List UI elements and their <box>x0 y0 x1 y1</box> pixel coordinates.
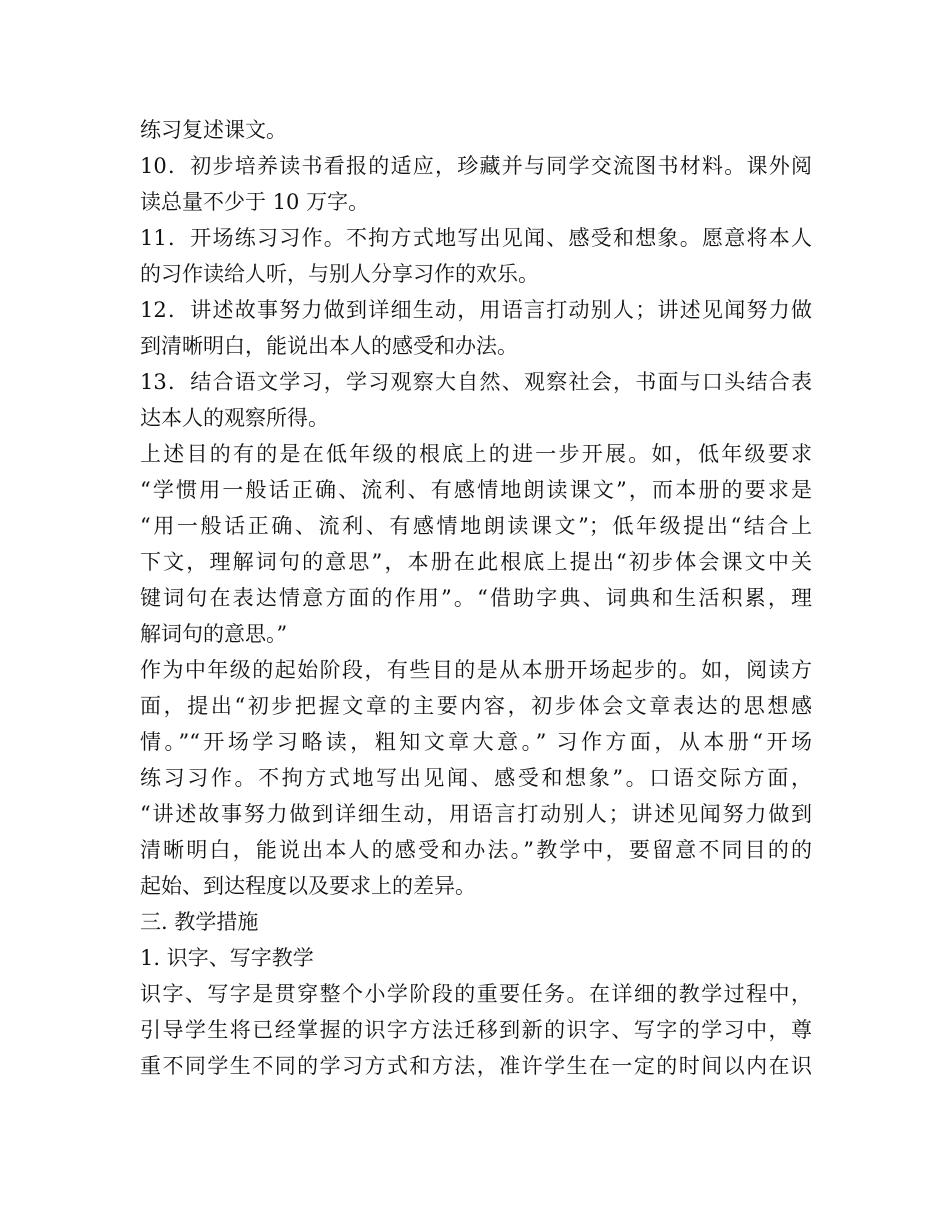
text-line: “学惯用一般话正确、流利、有感情地朗读课文”，而本册的要求是 <box>140 478 812 502</box>
text-line: 11．开场练习习作。不拘方式地写出见闻、感受和想象。愿意将本人 <box>140 226 812 250</box>
text-line: 练习复述课文。 <box>140 118 287 142</box>
text-line: 读总量不少于 10 万字。 <box>140 190 370 214</box>
text-line: 练习习作。不拘方式地写出见闻、感受和想象”。口语交际方面， <box>140 766 812 790</box>
text-line: 下文，理解词句的意思”，本册在此根底上提出“初步体会课文中关 <box>140 550 812 574</box>
text-line: 引导学生将已经掌握的识字方法迁移到新的识字、写字的学习中，尊 <box>140 1018 812 1042</box>
text-line: 情。”“开场学习略读，粗知文章大意。” 习作方面，从本册“开场 <box>140 730 812 754</box>
text-line: 重不同学生不同的学习方式和方法，准许学生在一定的时间以内在识 <box>140 1054 812 1078</box>
text-line: 起始、到达程度以及要求上的差异。 <box>140 874 476 898</box>
subsection-heading: 1. 识字、写字教学 <box>140 946 314 970</box>
text-line: “讲述故事努力做到详细生动，用语言打动别人；讲述见闻努力做到 <box>140 802 812 826</box>
document-body <box>140 112 812 1084</box>
text-line: 13．结合语文学习，学习观察大自然、观察社会，书面与口头结合表 <box>140 370 812 394</box>
text-line: 12．讲述故事努力做到详细生动，用语言打动别人；讲述见闻努力做 <box>140 298 812 322</box>
text-line: 解词句的意思。” <box>140 622 288 646</box>
text-line: 到清晰明白，能说出本人的感受和办法。 <box>140 334 518 358</box>
text-line: 识字、写字是贯穿整个小学阶段的重要任务。在详细的教学过程中， <box>140 982 812 1006</box>
text-line: 键词句在表达情意方面的作用”。“借助字典、词典和生活积累，理 <box>140 586 812 610</box>
text-line: 作为中年级的起始阶段，有些目的是从本册开场起步的。如，阅读方 <box>140 658 812 682</box>
section-heading: 三. 教学措施 <box>140 910 259 934</box>
text-line: 上述目的有的是在低年级的根底上的进一步开展。如，低年级要求 <box>140 442 812 466</box>
text-line: 10．初步培养读书看报的适应，珍藏并与同学交流图书材料。课外阅 <box>140 154 812 178</box>
text-line: 的习作读给人听，与别人分享习作的欢乐。 <box>140 262 539 286</box>
text-line: 达本人的观察所得。 <box>140 406 329 430</box>
text-line: “用一般话正确、流利、有感情地朗读课文”；低年级提出“结合上 <box>140 514 812 538</box>
text-line: 面，提出“初步把握文章的主要内容，初步体会文章表达的思想感 <box>140 694 812 718</box>
text-line: 清晰明白，能说出本人的感受和办法。”教学中，要留意不同目的的 <box>140 838 812 862</box>
